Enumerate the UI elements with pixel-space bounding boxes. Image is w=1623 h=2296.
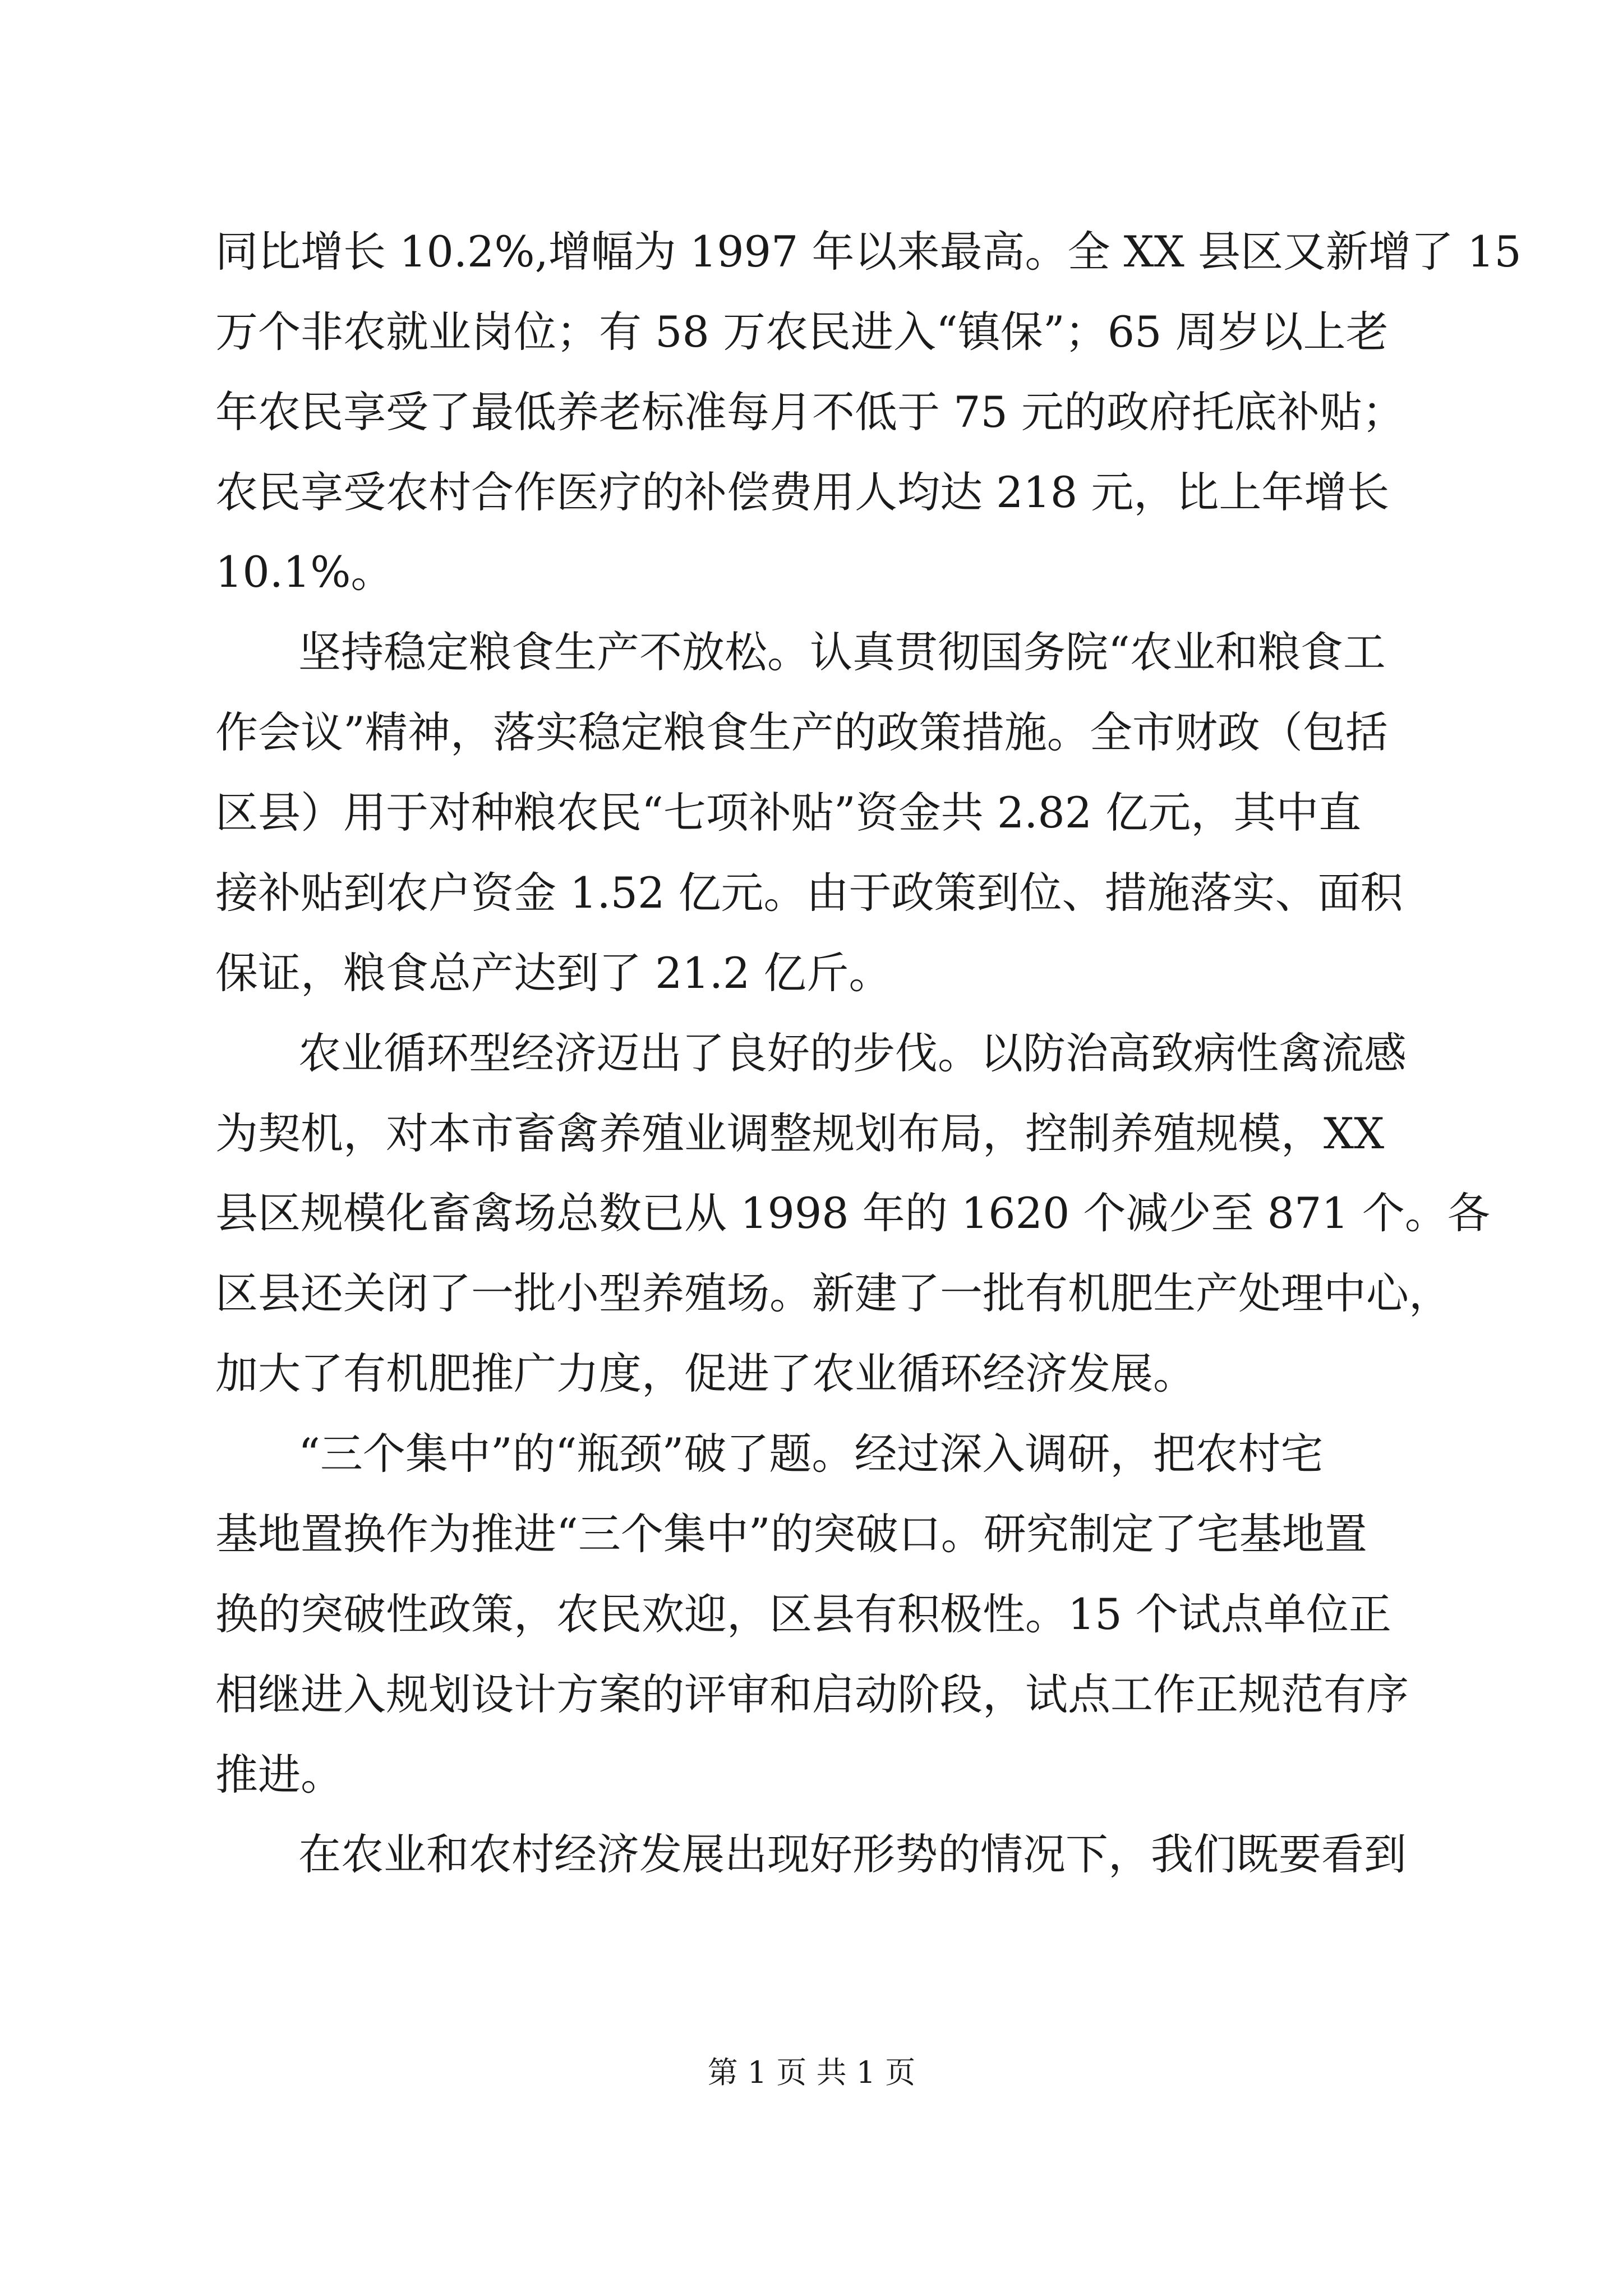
text-line: 年农民享受了最低养老标准每月不低于 75 元的政府托底补贴； bbox=[215, 386, 1405, 437]
text-line: 农民享受农村合作医疗的补偿费用人均达 218 元，比上年增长 bbox=[215, 467, 1390, 517]
text-line: 作会议”精神，落实稳定粮食生产的政策措施。全市财政（包括 bbox=[215, 707, 1388, 758]
paragraph-first-line: 在农业和农村经济发展出现好形势的情况下，我们既要看到 bbox=[298, 1829, 1407, 1880]
page-footer: 第 1 页 共 1 页 bbox=[707, 2055, 916, 2090]
text-line: 为契机，对本市畜禽养殖业调整规划布局，控制养殖规模，XX bbox=[215, 1108, 1385, 1158]
text-line: 换的突破性政策，农民欢迎，区县有积极性。15 个试点单位正 bbox=[215, 1589, 1391, 1639]
text-line: 县区规模化畜禽场总数已从 1998 年的 1620 个减少至 871 个。各 bbox=[215, 1188, 1490, 1239]
text-line: 基地置换作为推进“三个集中”的突破口。研究制定了宅基地置 bbox=[215, 1508, 1367, 1559]
text-line: 相继进入规划设计方案的评审和启动阶段，试点工作正规范有序 bbox=[215, 1669, 1409, 1719]
text-line: 区县）用于对种粮农民“七项补贴”资金共 2.82 亿元，其中直 bbox=[215, 788, 1362, 838]
paragraph-first-line: 农业循环型经济迈出了良好的步伐。以防治高致病性禽流感 bbox=[298, 1028, 1407, 1078]
text-line: 区县还关闭了一批小型养殖场。新建了一批有机肥生产处理中心， bbox=[215, 1268, 1451, 1319]
text-line: 万个非农就业岗位；有 58 万农民进入“镇保”；65 周岁以上老 bbox=[215, 306, 1389, 357]
paragraph-first-line: “三个集中”的“瓶颈”破了题。经过深入调研，把农村宅 bbox=[298, 1429, 1324, 1479]
paragraph-first-line: 坚持稳定粮食生产不放松。认真贯彻国务院“农业和粮食工 bbox=[298, 627, 1386, 678]
text-line: 10.1%。 bbox=[215, 547, 394, 597]
text-line: 接补贴到农户资金 1.52 亿元。由于政策到位、措施落实、面积 bbox=[215, 867, 1403, 918]
text-line: 同比增长 10.2%,增幅为 1997 年以来最高。全 XX 县区又新增了 15 bbox=[215, 227, 1521, 277]
text-line: 推进。 bbox=[215, 1749, 343, 1800]
text-line: 保证，粮食总产达到了 21.2 亿斤。 bbox=[215, 947, 892, 998]
text-line: 加大了有机肥推广力度，促进了农业循环经济发展。 bbox=[215, 1349, 1196, 1399]
